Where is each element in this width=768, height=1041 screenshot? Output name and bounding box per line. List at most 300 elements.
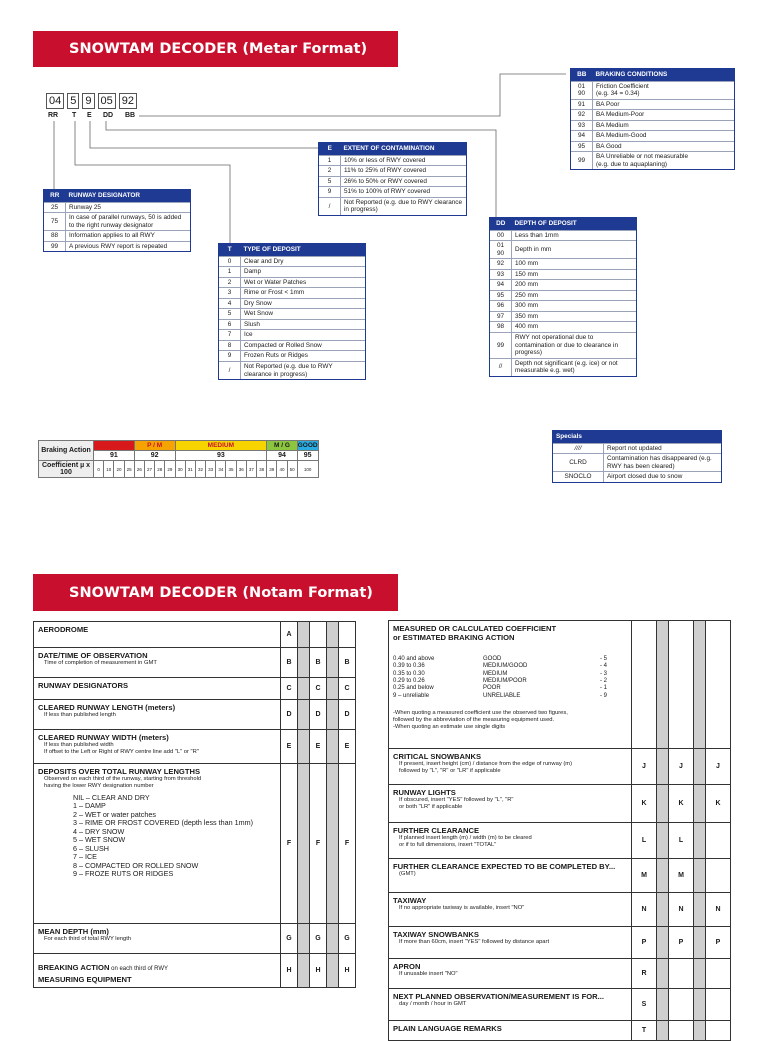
runway-designator-code: 88 bbox=[44, 231, 66, 242]
notam-column-divider bbox=[327, 954, 339, 988]
coefficient-value: 28 bbox=[155, 461, 165, 478]
notam-field-row bbox=[389, 859, 731, 893]
notam-field-letter: E bbox=[310, 730, 327, 764]
code-label-rr: RR bbox=[48, 112, 59, 119]
notam-column-divider bbox=[327, 764, 339, 924]
code-rr: 04 bbox=[46, 93, 64, 109]
runway-designator-row bbox=[44, 241, 190, 251]
deposit-code-item: 8 – COMPACTED OR ROLLED SNOW bbox=[73, 860, 199, 870]
notam-field-letter: B bbox=[310, 648, 327, 678]
coefficient-value: 36 bbox=[236, 461, 246, 478]
extent-of-contamination-row bbox=[319, 187, 466, 198]
braking-range: 0.25 and below bbox=[393, 685, 434, 692]
notam-field-description bbox=[389, 893, 632, 927]
notam-field-title: AERODROME bbox=[38, 625, 89, 634]
notam-field-letter: H bbox=[339, 954, 356, 988]
notam-field-title: PLAIN LANGUAGE REMARKS bbox=[393, 1024, 502, 1033]
notam-column-divider bbox=[327, 648, 339, 678]
type-of-deposit-code: 0 bbox=[219, 256, 241, 267]
notam-field-letter: K bbox=[669, 785, 694, 823]
coefficient-value: 27 bbox=[144, 461, 154, 478]
notam-field-row bbox=[389, 927, 731, 959]
braking-conditions-row bbox=[571, 131, 734, 142]
notam-field-description bbox=[34, 648, 281, 678]
runway-designator-table bbox=[43, 189, 191, 252]
coefficient-value: 39 bbox=[267, 461, 277, 478]
notam-field-row bbox=[34, 730, 356, 764]
notam-field-note: If less than published length bbox=[44, 712, 116, 718]
notam-field-title: CRITICAL SNOWBANKS bbox=[393, 752, 482, 761]
notam-field-letter: D bbox=[281, 700, 298, 730]
notam-field-description bbox=[389, 927, 632, 959]
depth-of-deposit-meaning: 100 mm bbox=[512, 259, 637, 270]
notam-field-letter: H bbox=[281, 954, 298, 988]
specials-code: CLRD bbox=[553, 454, 604, 472]
specials-code: //// bbox=[553, 443, 604, 454]
extent-of-contamination-code: 5 bbox=[319, 176, 341, 187]
notam-field-letter: L bbox=[632, 823, 657, 859]
notam-field-row bbox=[389, 893, 731, 927]
depth-of-deposit-code: 01 90 bbox=[490, 241, 512, 259]
extent-of-contamination-code: 9 bbox=[319, 187, 341, 198]
braking-conditions-header-title: BRAKING CONDITIONS bbox=[593, 69, 735, 81]
notam-field-note: or if to full dimensions, insert "TOTAL" bbox=[399, 841, 497, 848]
extent-of-contamination-code: 2 bbox=[319, 166, 341, 177]
braking-scale-band-row bbox=[39, 441, 319, 451]
braking-action-label: Braking Action bbox=[39, 441, 94, 461]
braking-band-name: MEDIUM bbox=[175, 441, 267, 451]
notam-column-divider bbox=[327, 622, 339, 648]
braking-conditions-row bbox=[571, 141, 734, 152]
braking-block bbox=[389, 621, 632, 749]
notam-field-title: TAXIWAY SNOWBANKS bbox=[393, 930, 479, 939]
braking-range: 0.40 and above bbox=[393, 656, 435, 662]
coefficient-value: 50 bbox=[287, 461, 297, 478]
type-of-deposit-row bbox=[219, 330, 365, 341]
braking-band-code: 91 bbox=[94, 451, 135, 461]
code-dd: 05 bbox=[98, 93, 116, 109]
notam-field-title: MEAN DEPTH (mm) bbox=[38, 927, 109, 936]
runway-designator-header bbox=[44, 190, 190, 202]
notam-field-letter: B bbox=[339, 648, 356, 678]
deposit-code-item: 1 – DAMP bbox=[73, 801, 106, 811]
notam-field-note: Time of completion of measurement in GMT bbox=[44, 660, 157, 666]
notam-field-row bbox=[34, 954, 356, 988]
braking-scale-grid bbox=[393, 656, 627, 700]
braking-code: - 4 bbox=[599, 663, 607, 670]
depth-of-deposit-code: 93 bbox=[490, 269, 512, 280]
depth-of-deposit-header-title: DEPTH OF DEPOSIT bbox=[512, 218, 637, 230]
type-of-deposit-meaning: Ice bbox=[241, 330, 366, 341]
runway-designator-header-key: RR bbox=[44, 190, 66, 202]
coefficient-value: 20 bbox=[114, 461, 124, 478]
notam-field-letter: F bbox=[281, 764, 298, 924]
depth-of-deposit-grid bbox=[490, 218, 636, 376]
notam-column-divider bbox=[657, 959, 669, 989]
notam-title: SNOWTAM DECODER (Notam Format) bbox=[69, 584, 373, 601]
braking-label: MEDIUM bbox=[483, 670, 508, 677]
type-of-deposit-meaning: Not Reported (e.g. due to RWY clearance in progress) bbox=[241, 362, 366, 380]
notam-field-description bbox=[34, 924, 281, 954]
code-t: 5 bbox=[67, 93, 79, 109]
coefficient-value: 100 bbox=[297, 461, 318, 478]
depth-of-deposit-code: 00 bbox=[490, 230, 512, 241]
runway-designator-row bbox=[44, 213, 190, 231]
notam-column-divider bbox=[694, 859, 706, 893]
deposit-code-item: 7 – ICE bbox=[73, 852, 97, 862]
type-of-deposit-meaning: Dry Snow bbox=[241, 298, 366, 309]
deposit-code-item: NIL – CLEAR AND DRY bbox=[73, 792, 150, 802]
braking-range: 0.39 to 0.36 bbox=[393, 663, 425, 670]
depth-of-deposit-meaning: Depth in mm bbox=[512, 241, 637, 259]
notam-column-divider bbox=[694, 959, 706, 989]
braking-conditions-code: 95 bbox=[571, 141, 593, 152]
depth-of-deposit-row bbox=[490, 241, 636, 259]
type-of-deposit-meaning: Wet or Water Patches bbox=[241, 277, 366, 288]
braking-label: UNRELIABLE bbox=[483, 692, 521, 699]
coefficient-value: 37 bbox=[246, 461, 256, 478]
notam-field-note: If offset to the Left or Right of RWY centre line add "L" or "R" bbox=[44, 748, 199, 755]
notam-column-divider bbox=[694, 749, 706, 785]
depth-of-deposit-meaning: 250 mm bbox=[512, 290, 637, 301]
notam-field-description bbox=[389, 859, 632, 893]
braking-action-scale bbox=[38, 440, 319, 478]
braking-conditions-header-key: BB bbox=[571, 69, 593, 81]
coefficient-value: 29 bbox=[165, 461, 175, 478]
braking-band-code: 92 bbox=[134, 451, 175, 461]
notam-field-description bbox=[389, 749, 632, 785]
notam-field-letter: E bbox=[281, 730, 298, 764]
specials-table bbox=[552, 430, 722, 483]
depth-of-deposit-header bbox=[490, 218, 636, 230]
extent-of-contamination-header-key: E bbox=[319, 143, 341, 155]
notam-field-row bbox=[389, 989, 731, 1021]
notam-field-note: If unusable insert "NO" bbox=[399, 971, 458, 977]
depth-of-deposit-row bbox=[490, 280, 636, 291]
braking-conditions-meaning: BA Medium bbox=[593, 120, 735, 131]
type-of-deposit-code: 4 bbox=[219, 298, 241, 309]
depth-of-deposit-code: 94 bbox=[490, 280, 512, 291]
braking-block-title: MEASURED OR CALCULATED COEFFICIENT or ESTIMATED BRAKING ACTION bbox=[393, 624, 557, 642]
type-of-deposit-row bbox=[219, 256, 365, 267]
code-bb: 92 bbox=[119, 93, 137, 109]
code-label-t: T bbox=[72, 112, 77, 119]
coefficient-value: 35 bbox=[226, 461, 236, 478]
notam-column-divider bbox=[298, 622, 310, 648]
notam-column-divider bbox=[327, 700, 339, 730]
notam-field-letter bbox=[706, 959, 731, 989]
type-of-deposit-grid bbox=[219, 244, 365, 379]
depth-of-deposit-meaning: 350 mm bbox=[512, 311, 637, 322]
deposit-code-item: 9 – FROZE RUTS OR RIDGES bbox=[73, 869, 174, 879]
notam-field-letter: D bbox=[310, 700, 327, 730]
depth-of-deposit-meaning: RWY not operational due to contamination or due to clearance in progress) bbox=[512, 333, 637, 359]
braking-conditions-meaning: BA Unreliable or not measurable (e.g. due to aquaplaning) bbox=[593, 152, 735, 170]
notam-field-description bbox=[389, 959, 632, 989]
code-label-e: E bbox=[87, 112, 92, 119]
notam-field-letter: K bbox=[632, 785, 657, 823]
notam-column-divider bbox=[657, 823, 669, 859]
braking-conditions-meaning: BA Medium-Good bbox=[593, 131, 735, 142]
notam-field-title: APRON bbox=[393, 962, 421, 971]
extent-of-contamination-meaning: 10% or less of RWY covered bbox=[341, 155, 467, 166]
specials-meaning: Report not updated bbox=[604, 443, 722, 454]
notam-field-title: CLEARED RUNWAY WIDTH (meters) bbox=[38, 733, 169, 742]
extent-of-contamination-row bbox=[319, 166, 466, 177]
type-of-deposit-code: 3 bbox=[219, 288, 241, 299]
notam-title-banner bbox=[33, 574, 398, 611]
notam-field-title: TAXIWAY bbox=[393, 896, 427, 905]
type-of-deposit-code: 2 bbox=[219, 277, 241, 288]
braking-conditions-table bbox=[570, 68, 735, 170]
type-of-deposit-meaning: Clear and Dry bbox=[241, 256, 366, 267]
specials-header bbox=[553, 431, 721, 443]
notam-field-title: DATE/TIME OF OBSERVATION bbox=[38, 651, 148, 660]
type-of-deposit-meaning: Compacted or Rolled Snow bbox=[241, 340, 366, 351]
code-label-dd: DD bbox=[103, 112, 114, 119]
extent-of-contamination-code: 1 bbox=[319, 155, 341, 166]
notam-field-letter: P bbox=[706, 927, 731, 959]
coefficient-value: 34 bbox=[216, 461, 226, 478]
braking-conditions-row bbox=[571, 81, 734, 99]
notam-field-letter: E bbox=[339, 730, 356, 764]
depth-of-deposit-meaning: 200 mm bbox=[512, 280, 637, 291]
braking-conditions-meaning: BA Poor bbox=[593, 99, 735, 110]
type-of-deposit-meaning: Frozen Ruts or Ridges bbox=[241, 351, 366, 362]
depth-of-deposit-row bbox=[490, 333, 636, 359]
notam-field-letter: F bbox=[310, 764, 327, 924]
extent-of-contamination-meaning: 26% to 50% or RWY covered bbox=[341, 176, 467, 187]
notam-column-divider bbox=[327, 924, 339, 954]
specials-code: SNOCLO bbox=[553, 472, 604, 482]
braking-code: - 2 bbox=[599, 677, 607, 684]
notam-field-note: If present, insert height (cm) / distance from the edge of runway (m) bbox=[399, 761, 573, 767]
notam-field-letter: C bbox=[281, 678, 298, 700]
type-of-deposit-header-title: TYPE OF DEPOSIT bbox=[241, 244, 366, 256]
depth-of-deposit-table bbox=[489, 217, 637, 377]
notam-field-note: If less than published width bbox=[44, 742, 114, 748]
notam-column-divider bbox=[298, 648, 310, 678]
braking-code: - 5 bbox=[599, 656, 607, 662]
depth-of-deposit-row bbox=[490, 290, 636, 301]
notam-column-divider bbox=[298, 730, 310, 764]
notam-field-row bbox=[34, 924, 356, 954]
runway-designator-meaning: Information applies to all RWY bbox=[66, 231, 191, 242]
notam-field-description bbox=[389, 785, 632, 823]
type-of-deposit-meaning: Damp bbox=[241, 267, 366, 278]
notam-column-divider bbox=[694, 823, 706, 859]
notam-field-title: FURTHER CLEARANCE EXPECTED TO BE COMPLETED BY... bbox=[393, 862, 616, 871]
depth-of-deposit-meaning: Less than 1mm bbox=[512, 230, 637, 241]
metar-title: SNOWTAM DECODER (Metar Format) bbox=[69, 41, 368, 57]
notam-field-letter bbox=[310, 622, 327, 648]
notam-column-divider bbox=[657, 893, 669, 927]
notam-field-note: day / month / hour in GMT bbox=[399, 1001, 467, 1007]
runway-designator-code: 25 bbox=[44, 202, 66, 213]
coefficient-value: 33 bbox=[206, 461, 216, 478]
notam-column-divider bbox=[657, 859, 669, 893]
type-of-deposit-row bbox=[219, 277, 365, 288]
braking-conditions-row bbox=[571, 99, 734, 110]
specials-meaning: Contamination has disappeared (e.g. RWY has been cleared) bbox=[604, 454, 722, 472]
type-of-deposit-meaning: Wet Snow bbox=[241, 309, 366, 320]
notam-field-letter: J bbox=[632, 749, 657, 785]
depth-of-deposit-code: 99 bbox=[490, 333, 512, 359]
depth-of-deposit-row bbox=[490, 230, 636, 241]
braking-range: 0.35 to 0.30 bbox=[393, 670, 425, 677]
notam-field-letter: J bbox=[706, 749, 731, 785]
code-e: 9 bbox=[82, 93, 94, 109]
runway-designator-row bbox=[44, 202, 190, 213]
notam-field-letter bbox=[669, 989, 694, 1021]
notam-field-letter: P bbox=[669, 927, 694, 959]
notam-field-note: followed by "L", "R" or "LR" if applicable bbox=[399, 767, 501, 774]
depth-of-deposit-code: // bbox=[490, 358, 512, 376]
notam-field-description bbox=[34, 622, 281, 648]
notam-column-divider bbox=[694, 621, 706, 749]
braking-conditions-header bbox=[571, 69, 734, 81]
type-of-deposit-code: 1 bbox=[219, 267, 241, 278]
notam-field-letter: R bbox=[632, 959, 657, 989]
extent-of-contamination-code: / bbox=[319, 197, 341, 215]
braking-conditions-code: 01 90 bbox=[571, 81, 593, 99]
notam-field-letter-empty bbox=[706, 621, 731, 749]
braking-band-name: POOR bbox=[94, 441, 135, 451]
depth-of-deposit-row bbox=[490, 358, 636, 376]
notam-field-letter: F bbox=[339, 764, 356, 924]
specials-grid bbox=[553, 431, 721, 482]
notam-column-divider bbox=[298, 954, 310, 988]
braking-code: - 9 bbox=[599, 692, 607, 699]
type-of-deposit-header-key: T bbox=[219, 244, 241, 256]
notam-field-note: For each third of total RWY length bbox=[44, 936, 132, 942]
notam-field-row bbox=[34, 648, 356, 678]
runway-designator-row bbox=[44, 231, 190, 242]
type-of-deposit-code: 6 bbox=[219, 319, 241, 330]
notam-field-row bbox=[34, 700, 356, 730]
notam-field-letter: M bbox=[632, 859, 657, 893]
type-of-deposit-row bbox=[219, 351, 365, 362]
specials-title: Specials bbox=[553, 431, 721, 443]
braking-block-row bbox=[389, 621, 731, 749]
notam-field-letter: N bbox=[632, 893, 657, 927]
notam-field-description bbox=[34, 730, 281, 764]
notam-field-description bbox=[389, 989, 632, 1021]
braking-conditions-code: 94 bbox=[571, 131, 593, 142]
specials-meaning: Airport closed due to snow bbox=[604, 472, 722, 482]
extent-of-contamination-meaning: Not Reported (e.g. due to RWY clearance in progress) bbox=[341, 197, 467, 215]
braking-conditions-row bbox=[571, 152, 734, 170]
braking-range: 0.29 to 0.26 bbox=[393, 677, 425, 684]
notam-field-letter: G bbox=[339, 924, 356, 954]
depth-of-deposit-row bbox=[490, 269, 636, 280]
braking-label: MEDIUM/POOR bbox=[483, 677, 527, 684]
notam-field-description bbox=[34, 954, 281, 988]
notam-field-letter: C bbox=[339, 678, 356, 700]
notam-column-divider bbox=[694, 989, 706, 1021]
braking-range: 9 – unreliable bbox=[393, 692, 430, 699]
notam-field-letter-empty bbox=[669, 621, 694, 749]
runway-designator-code: 99 bbox=[44, 241, 66, 251]
notam-field-note: If obscured, insert "YES" followed by "L", "R" bbox=[399, 797, 514, 803]
notam-column-divider bbox=[694, 927, 706, 959]
notam-field-note: Observed on each third of the runway, starting from threshold bbox=[44, 776, 202, 782]
notam-field-letter: N bbox=[706, 893, 731, 927]
notam-fields-right bbox=[388, 620, 731, 1041]
notam-field-letter: C bbox=[310, 678, 327, 700]
notam-field-row bbox=[389, 749, 731, 785]
extent-of-contamination-grid bbox=[319, 143, 466, 215]
notam-field-letter: K bbox=[706, 785, 731, 823]
notam-field-letter-empty bbox=[632, 621, 657, 749]
type-of-deposit-row bbox=[219, 340, 365, 351]
braking-label: POOR bbox=[483, 685, 501, 692]
notam-field-title: NEXT PLANNED OBSERVATION/MEASUREMENT IS FOR... bbox=[393, 992, 604, 1001]
type-of-deposit-row bbox=[219, 288, 365, 299]
type-of-deposit-code: 8 bbox=[219, 340, 241, 351]
notam-field-letter: L bbox=[669, 823, 694, 859]
deposit-code-item: 4 – DRY SNOW bbox=[73, 826, 125, 836]
notam-field-letter: S bbox=[632, 989, 657, 1021]
extent-of-contamination-meaning: 11% to 25% of RWY covered bbox=[341, 166, 467, 177]
notam-field-note: or both "LR" if applicable bbox=[399, 803, 463, 810]
runway-designator-meaning: Runway 25 bbox=[66, 202, 191, 213]
notam-field-letter bbox=[706, 823, 731, 859]
notam-field-note: having the lower RWY designation number bbox=[44, 782, 154, 789]
code-label-bb: BB bbox=[125, 112, 136, 119]
type-of-deposit-row bbox=[219, 319, 365, 330]
coefficient-value: 38 bbox=[257, 461, 267, 478]
coefficient-value: 10 bbox=[104, 461, 114, 478]
notam-fields-left bbox=[33, 621, 356, 988]
notam-field-note: If planned insert length (m) / width (m) to be cleared bbox=[399, 835, 532, 841]
runway-designator-grid bbox=[44, 190, 190, 251]
runway-designator-header-title: RUNWAY DESIGNATOR bbox=[66, 190, 191, 202]
connector-e bbox=[90, 121, 318, 148]
notam-field-letter: H bbox=[310, 954, 327, 988]
braking-note: -When quoting a measured coefficient use the observed two figures, followed by the abbreviation of the measuring equipment used. -When quoting an estimate use single digits bbox=[393, 709, 568, 731]
notam-field-letter: A bbox=[281, 622, 298, 648]
braking-code: - 3 bbox=[599, 670, 607, 677]
notam-field-letter: G bbox=[281, 924, 298, 954]
notam-field-row bbox=[34, 622, 356, 648]
type-of-deposit-code: 9 bbox=[219, 351, 241, 362]
notam-field-title-2: MEASURING EQUIPMENT bbox=[38, 975, 132, 984]
runway-designator-meaning: A previous RWY report is repeated bbox=[66, 241, 191, 251]
runway-designator-code: 75 bbox=[44, 213, 66, 231]
type-of-deposit-meaning: Slush bbox=[241, 319, 366, 330]
notam-field-description bbox=[389, 823, 632, 859]
notam-field-title: RUNWAY LIGHTS bbox=[393, 788, 456, 797]
depth-of-deposit-code: 98 bbox=[490, 322, 512, 333]
type-of-deposit-header bbox=[219, 244, 365, 256]
notam-field-title: CLEARED RUNWAY LENGTH (meters) bbox=[38, 703, 176, 712]
extent-of-contamination-row bbox=[319, 176, 466, 187]
notam-field-letter: T bbox=[632, 1021, 657, 1041]
notam-column-divider bbox=[694, 893, 706, 927]
braking-band-name: M / G bbox=[267, 441, 298, 451]
notam-field-letter: B bbox=[281, 648, 298, 678]
depth-of-deposit-code: 95 bbox=[490, 290, 512, 301]
deposit-code-item: 2 – WET or water patches bbox=[73, 809, 156, 819]
coefficient-value: 40 bbox=[277, 461, 287, 478]
notam-column-divider bbox=[657, 989, 669, 1021]
deposit-code-item: 3 – RIME OR FROST COVERED (depth less than 1mm) bbox=[73, 818, 254, 828]
notam-field-letter bbox=[669, 959, 694, 989]
notam-column-divider bbox=[298, 764, 310, 924]
notam-field-row bbox=[34, 678, 356, 700]
type-of-deposit-row bbox=[219, 267, 365, 278]
